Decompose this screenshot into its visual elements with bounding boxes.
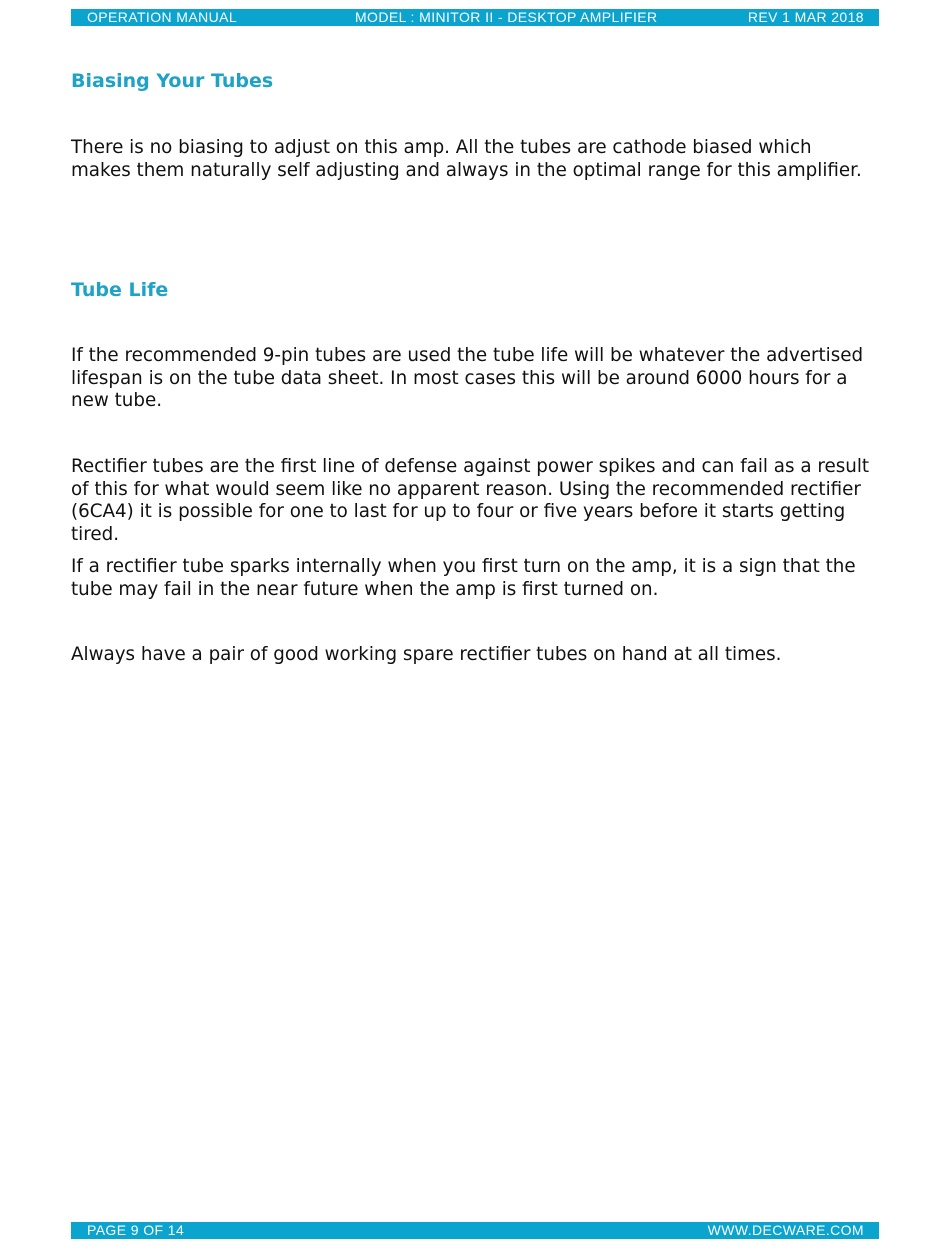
paragraph-spare-tubes: Always have a pair of good working spare rectifier tubes on hand at all times.	[71, 644, 782, 665]
footer-page-number: PAGE 9 OF 14	[87, 1222, 185, 1238]
paragraph-biasing: There is no biasing to adjust on this amp. All the tubes are cathode biased which makes them naturally self adjusting and always in the optimal range for this amplifier.	[71, 137, 862, 181]
page-header-bar	[71, 9, 879, 26]
paragraph-rectifier-sparks: If a rectifier tube sparks internally when you first turn on the amp, it is a sign that the tube may fail in the near future when the amp is first turned on.	[71, 556, 856, 600]
header-revision: REV 1 MAR 2018	[747, 9, 864, 25]
header-model: MODEL : MINITOR II - DESKTOP AMPLIFIER	[355, 9, 658, 25]
footer-website: WWW.DECWARE.COM	[707, 1222, 864, 1238]
page-footer-bar	[71, 1222, 879, 1239]
section-heading-biasing: Biasing Your Tubes	[71, 70, 274, 92]
section-heading-tube-life: Tube Life	[71, 279, 169, 301]
paragraph-tube-lifespan: If the recommended 9-pin tubes are used the tube life will be whatever the advertised lifespan is on the tube data sheet. In most cases this will be around 6000 hours for a new tube.	[71, 345, 864, 412]
header-document-type: OPERATION MANUAL	[87, 9, 238, 25]
paragraph-rectifier-tubes: Rectifier tubes are the first line of defense against power spikes and can fail as a result of this for what would seem like no apparent reason. Using the recommended rectifier (6CA4) it is possible for one to last for up to four or five years before it starts getting tired.	[71, 456, 870, 545]
